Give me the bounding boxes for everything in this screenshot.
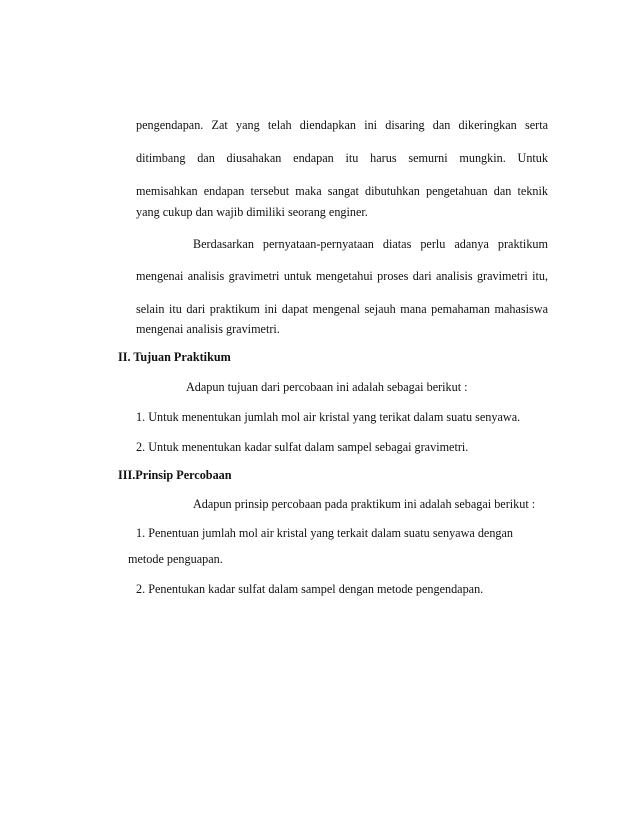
section-3-item-1: 1. Penentuan jumlah mol air kristal yang terkait dalam suatu senyawa dengan — [136, 526, 514, 540]
paragraph-2-line-2: mengenai analisis gravimetri untuk mengetahui proses dari analisis gravimetri itu, — [136, 269, 548, 283]
paragraph-2-line-4: mengenai analisis gravimetri. — [136, 322, 280, 336]
paragraph-2-line-1: Berdasarkan pernyataan-pernyataan diatas perlu adanya praktikum — [193, 237, 548, 251]
section-3-intro: Adapun prinsip percobaan pada praktikum ini adalah sebagai berikut : — [193, 497, 536, 511]
section-2-item-2: 2. Untuk menentukan kadar sulfat dalam sampel sebagai gravimetri. — [136, 440, 469, 454]
paragraph-2-line-3: selain itu dari praktikum ini dapat mengenal sejauh mana pemahaman mahasiswa — [136, 302, 548, 316]
paragraph-1-line-4: yang cukup dan wajib dimiliki seorang enginer. — [136, 205, 368, 219]
section-2-intro: Adapun tujuan dari percobaan ini adalah sebagai berikut : — [186, 380, 468, 394]
paragraph-1-line-2: ditimbang dan diusahakan endapan itu harus semurni mungkin. Untuk — [136, 151, 548, 165]
section-3-item-2: 2. Penentukan kadar sulfat dalam sampel dengan metode pengendapan. — [136, 582, 484, 596]
paragraph-1-line-1: pengendapan. Zat yang telah diendapkan ini disaring dan dikeringkan serta — [136, 118, 548, 132]
section-3-item-1-continuation: metode penguapan. — [128, 552, 223, 566]
section-2-heading: II. Tujuan Praktikum — [118, 350, 231, 364]
section-2-item-1: 1. Untuk menentukan jumlah mol air kristal yang terikat dalam suatu senyawa. — [136, 410, 521, 424]
paragraph-1-line-3: memisahkan endapan tersebut maka sangat dibutuhkan pengetahuan dan teknik — [136, 184, 548, 198]
section-3-heading: III.Prinsip Percobaan — [118, 468, 232, 482]
